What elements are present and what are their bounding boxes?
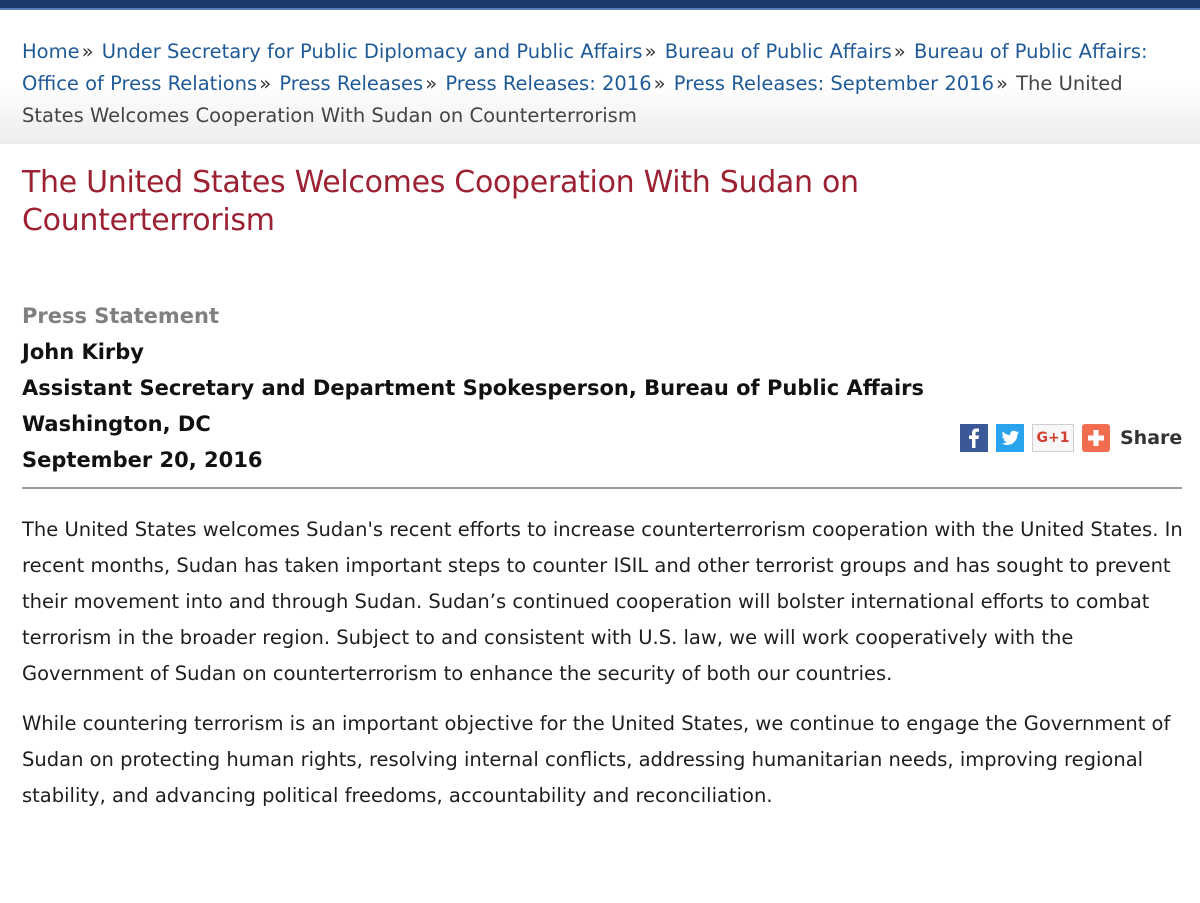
twitter-icon[interactable] bbox=[996, 424, 1024, 452]
breadcrumb-link-under-secretary[interactable]: Under Secretary for Public Diplomacy and Public Affairs bbox=[101, 40, 643, 63]
breadcrumb bbox=[0, 10, 1200, 144]
statement-meta bbox=[22, 298, 942, 478]
location: Washington, DC bbox=[22, 412, 211, 436]
page-title: The United States Welcomes Cooperation With Sudan on Counterterrorism bbox=[22, 165, 859, 238]
breadcrumb-link-home[interactable]: Home bbox=[22, 40, 80, 63]
breadcrumb-separator: » bbox=[259, 72, 272, 95]
breadcrumb-link-office-press-relations[interactable]: Bureau of Public Affairs: Office of Press Relations bbox=[22, 40, 1148, 95]
article-paragraph: While countering terrorism is an important objective for the United States, we continue to engage the Government of Sudan on protecting human rights, resolving internal conflicts, addressing humanitarian needs, improving regional stability, and advancing political freedoms, accountability and reconciliation. bbox=[22, 712, 1171, 807]
add-share-icon[interactable] bbox=[1082, 424, 1110, 452]
breadcrumb-link-press-releases[interactable]: Press Releases bbox=[279, 72, 424, 95]
breadcrumb-separator: » bbox=[996, 72, 1008, 95]
breadcrumb-link-press-releases-september-2016[interactable]: Press Releases: September 2016 bbox=[673, 72, 994, 95]
author-title: Assistant Secretary and Department Spokesperson, Bureau of Public Affairs bbox=[22, 376, 925, 400]
breadcrumb-link-press-releases-2016[interactable]: Press Releases: 2016 bbox=[445, 72, 652, 95]
breadcrumb-separator: » bbox=[893, 40, 906, 63]
breadcrumb-link-bureau-public-affairs[interactable]: Bureau of Public Affairs bbox=[664, 40, 892, 63]
facebook-icon[interactable] bbox=[960, 424, 988, 452]
breadcrumb-separator: » bbox=[653, 72, 666, 95]
share-button[interactable]: Share bbox=[1120, 427, 1183, 449]
author-name: John Kirby bbox=[22, 340, 145, 364]
share-toolbar bbox=[960, 423, 1182, 453]
google-plus-icon[interactable]: G+1 bbox=[1032, 424, 1074, 452]
content-divider bbox=[22, 487, 1182, 489]
breadcrumb-current-page: The United States Welcomes Cooperation With Sudan on Counterterrorism bbox=[22, 72, 1123, 127]
publish-date: September 20, 2016 bbox=[22, 448, 263, 472]
top-header-bar bbox=[0, 0, 1200, 10]
article-paragraph: The United States welcomes Sudan's recent efforts to increase counterterrorism cooperation with the United States. In recent months, Sudan has taken important steps to counter ISIL and other terrorist groups and has sought to prevent their movement into and through Sudan. Sudan’s continued cooperation will bolster international efforts to combat terrorism in the broader region. Subject to and consistent with U.S. law, we will work cooperatively with the Government of Sudan on counterterrorism to enhance the security of both our countries. bbox=[22, 518, 1183, 685]
breadcrumb-separator: » bbox=[425, 72, 438, 95]
article-body bbox=[22, 512, 1187, 828]
breadcrumb-separator: » bbox=[644, 40, 657, 63]
breadcrumb-separator: » bbox=[81, 40, 94, 63]
statement-type: Press Statement bbox=[22, 304, 220, 328]
